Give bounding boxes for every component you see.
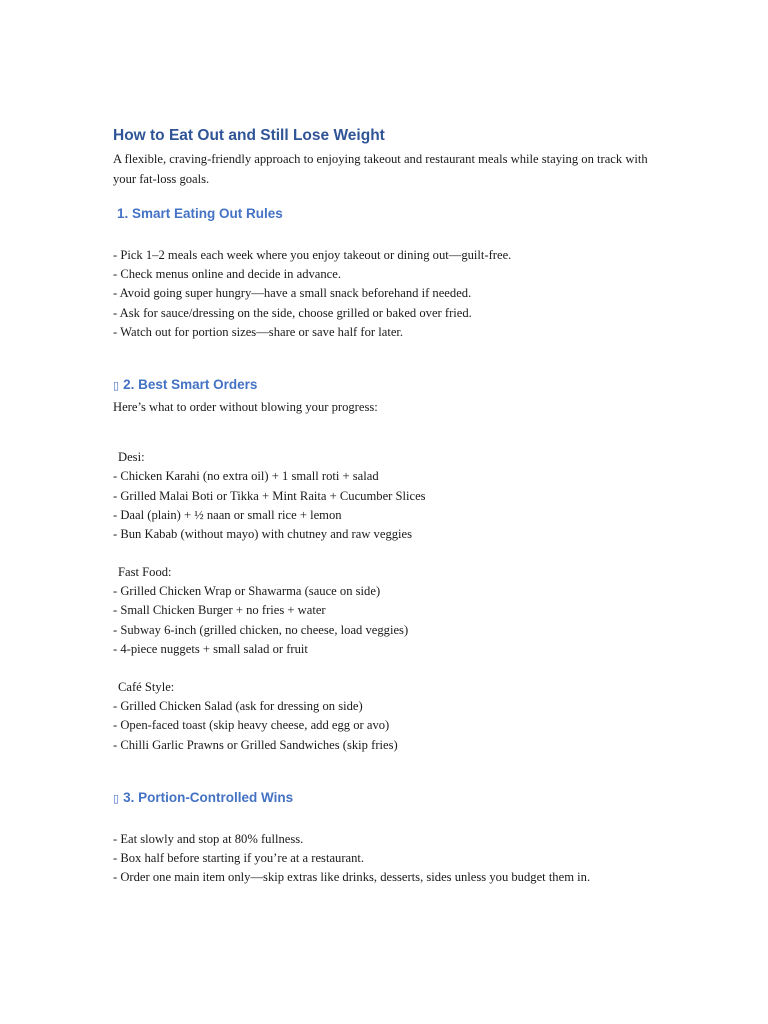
list-item: - Bun Kabab (without mayo) with chutney and raw veggies xyxy=(113,526,413,541)
intro-paragraph: A flexible, craving-friendly approach to enjoying takeout and restaurant meals while staying on track with your fat-loss goals. xyxy=(113,152,648,186)
list-item: - Chilli Garlic Prawns or Grilled Sandwiches (skip fries) xyxy=(113,737,398,752)
rules-list xyxy=(113,246,658,342)
list-item: - Watch out for portion sizes—share or save half for later. xyxy=(113,324,404,339)
order-group-fast-food xyxy=(113,563,658,659)
list-item: - Chicken Karahi (no extra oil) + 1 small roti + salad xyxy=(113,469,379,484)
section-heading-text: 1. Smart Eating Out Rules xyxy=(117,206,283,221)
list-item: - Box half before starting if you’re at a restaurant. xyxy=(113,850,365,865)
group-label: Desi: xyxy=(118,450,145,465)
list-item: - Grilled Malai Boti or Tikka + Mint Raita + Cucumber Slices xyxy=(113,488,426,503)
list-item: - Eat slowly and stop at 80% fullness. xyxy=(113,831,304,846)
order-group-desi xyxy=(113,448,658,544)
list-item: - Pick 1–2 meals each week where you enjoy takeout or dining out—guilt-free. xyxy=(113,248,512,262)
group-label: Café Style: xyxy=(118,680,175,694)
list-item: - Order one main item only—skip extras like drinks, desserts, sides unless you budget them in. xyxy=(113,870,591,885)
section-heading-text: 2. Best Smart Orders xyxy=(123,376,258,392)
list-item: - Grilled Chicken Salad (ask for dressing on side) xyxy=(113,699,363,714)
section-lead: Here’s what to order without blowing your progress: xyxy=(113,399,378,414)
list-item: - Grilled Chicken Wrap or Shawarma (sauce on side) xyxy=(113,584,381,599)
order-group-cafe-style xyxy=(113,678,658,755)
document-page xyxy=(113,124,658,887)
list-item: - Ask for sauce/dressing on the side, choose grilled or baked over fried. xyxy=(113,305,472,320)
list-item: - 4-piece nuggets + small salad or fruit xyxy=(113,641,308,656)
list-item: - Subway 6-inch (grilled chicken, no cheese, load veggies) xyxy=(113,622,409,637)
list-item: - Daal (plain) + ½ naan or small rice + lemon xyxy=(113,507,342,522)
missing-glyph-icon: ▯ xyxy=(113,791,120,805)
list-item: - Avoid going super hungry—have a small snack beforehand if needed. xyxy=(113,286,472,301)
section-heading xyxy=(113,788,658,808)
document-title: How to Eat Out and Still Lose Weight xyxy=(113,127,385,144)
section-smart-eating-rules xyxy=(113,204,658,342)
list-item: - Open-faced toast (skip heavy cheese, add egg or avo) xyxy=(113,718,390,733)
portion-list xyxy=(113,830,658,888)
list-item: - Small Chicken Burger + no fries + water xyxy=(113,603,326,618)
missing-glyph-icon: ▯ xyxy=(113,378,120,392)
section-heading xyxy=(113,204,658,224)
section-heading-text: 3. Portion-Controlled Wins xyxy=(123,789,294,805)
section-portion-controlled-wins xyxy=(113,788,658,888)
section-heading xyxy=(113,375,658,395)
group-label: Fast Food: xyxy=(118,565,172,580)
section-best-smart-orders xyxy=(113,375,658,755)
list-item: - Check menus online and decide in advance. xyxy=(113,267,342,282)
